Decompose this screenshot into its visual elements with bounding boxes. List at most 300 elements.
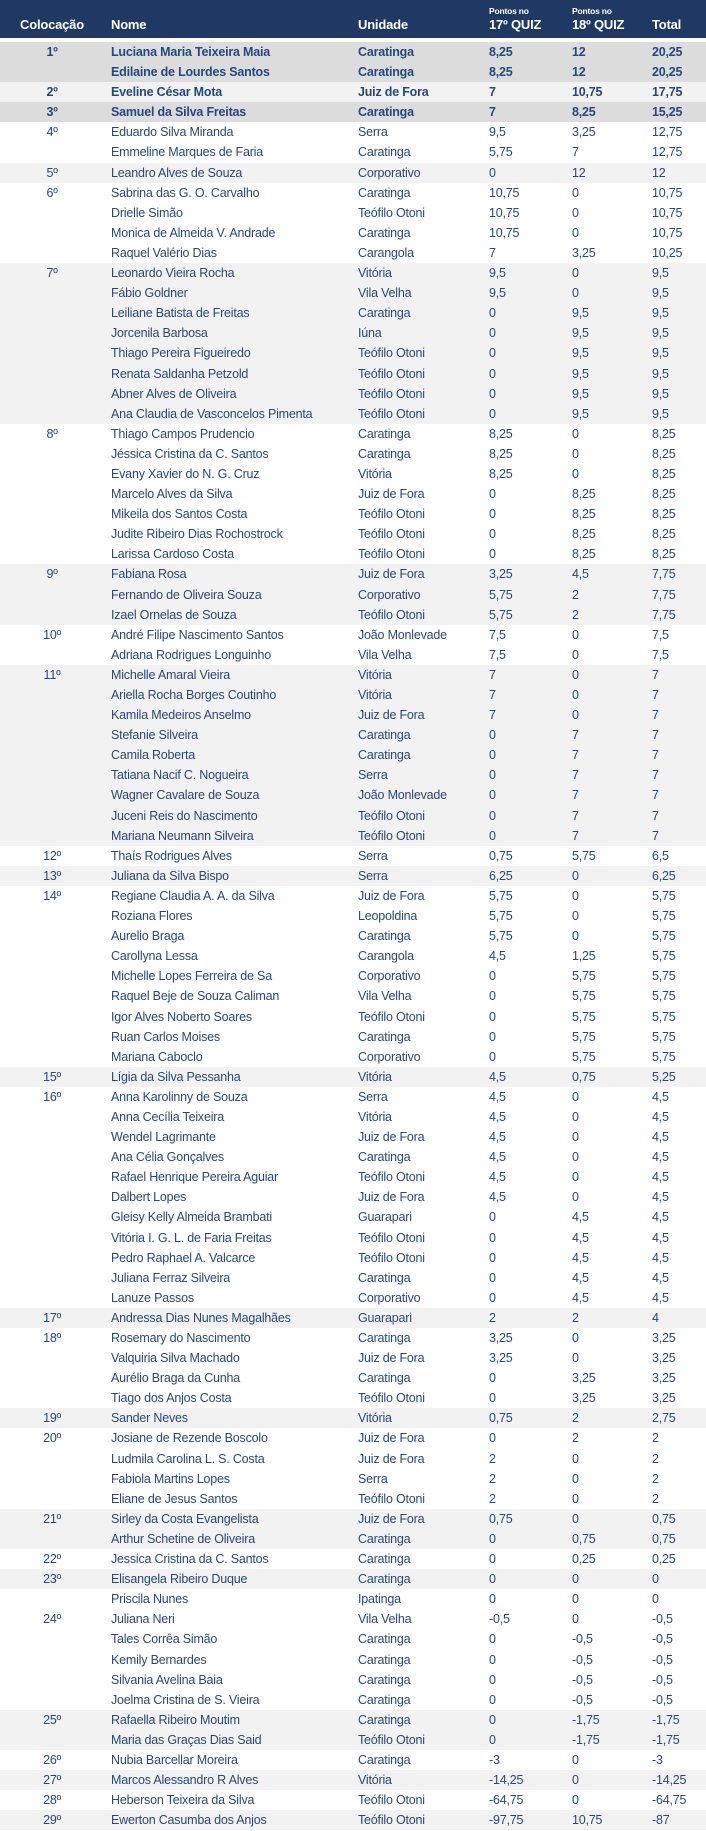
quiz17-points-cell: 0 [489,1250,496,1265]
placement-cell [0,142,104,162]
quiz18-points-cell: 7 [572,768,579,783]
quiz18-points-cell: 3,25 [572,1391,596,1406]
unit-cell: João Monlevade [358,627,447,642]
unit-cell: Caratinga [358,1029,411,1044]
unit-cell: Serra [358,1089,388,1104]
placement-cell [0,1489,104,1509]
name-cell: Anna Karolinny de Souza [111,1089,248,1104]
quiz17-points-cell: 5,75 [489,909,513,924]
quiz18-points-cell: 5,75 [572,969,596,984]
placement-cell [0,986,104,1006]
name-cell: Juliana Neri [111,1612,175,1627]
unit-cell: Caratinga [358,929,411,944]
unit-cell: Serra [358,868,388,883]
table-row [0,1288,706,1308]
placement-cell [0,303,104,323]
quiz17-points-cell: 8,25 [489,466,513,481]
unit-cell: Caratinga [358,748,411,763]
quiz17-points-cell: 0 [489,346,496,361]
unit-cell: Caratinga [358,1270,411,1285]
total-cell: 8,25 [652,466,676,481]
placement-cell: 17º [43,1310,61,1325]
quiz17-points-cell: 0,75 [489,1411,513,1426]
placement-cell [0,1589,104,1609]
name-cell: Eduardo Silva Miranda [111,125,234,140]
column-header-quiz18 [572,0,652,38]
placement-cell [0,283,104,303]
placement-cell [0,926,104,946]
name-cell: Mariana Caboclo [111,1049,203,1064]
total-cell: 7 [652,728,659,743]
quiz17-points-cell: 0 [489,1230,496,1245]
unit-cell: Caratinga [358,1552,411,1567]
quiz18-points-cell: 9,5 [572,386,589,401]
placement-cell: 10º [43,627,61,642]
quiz17-points-cell: 7 [489,245,496,260]
total-cell: 10,75 [652,185,683,200]
total-cell: 4,5 [652,1250,669,1265]
unit-cell: Serra [358,848,388,863]
unit-cell: Vitória [358,266,392,281]
unit-cell: Juiz de Fora [358,487,425,502]
quiz17-points-cell: 4,5 [489,1130,506,1145]
name-cell: Carollyna Lessa [111,949,198,964]
quiz17-points-cell: 0 [489,1692,496,1707]
quiz18-points-cell: 0 [572,1491,579,1506]
quiz18-points-cell: 7 [572,748,579,763]
quiz17-points-cell: 5,75 [489,145,513,160]
quiz18-points-cell: 0,25 [572,1552,596,1567]
total-cell: -0,5 [652,1692,673,1707]
total-cell: 4 [652,1310,659,1325]
table-row [0,544,706,564]
placement-cell [0,966,104,986]
placement-cell: 24º [43,1612,61,1627]
quiz17-points-cell: 4,5 [489,1069,506,1084]
quiz18-points-cell: 7 [572,808,579,823]
quiz17-points-cell: 0 [489,1712,496,1727]
table-row [0,906,706,926]
unit-cell: Juiz de Fora [358,888,425,903]
name-cell: Jorcenila Barbosa [111,326,208,341]
table-row [0,806,706,826]
table-row [0,886,706,906]
unit-cell: Vitória [358,1069,392,1084]
total-cell: 2 [652,1451,659,1466]
table-row [0,1248,706,1268]
name-cell: Ruan Carlos Moises [111,1029,220,1044]
placement-cell: 11º [43,667,61,682]
quiz18-points-cell: 12 [572,65,586,80]
unit-cell: Caratinga [358,1371,411,1386]
name-cell: Joelma Cristina de S. Vieira [111,1692,260,1707]
unit-cell: Juiz de Fora [358,1451,425,1466]
unit-cell: Juiz de Fora [358,1511,425,1526]
quiz18-points-cell: 9,5 [572,306,589,321]
quiz18-points-cell: -0,5 [572,1692,593,1707]
placement-cell [0,1348,104,1368]
total-cell: -0,5 [652,1652,673,1667]
placement-cell: 2º [46,85,58,100]
name-cell: Rafael Henrique Pereira Aguiar [111,1170,279,1185]
name-cell: Fabiana Rosa [111,567,187,582]
name-cell: Ana Claudia de Vasconcelos Pimenta [111,406,313,421]
placement-cell: 19º [43,1411,61,1426]
quiz17-points-cell: 0 [489,1431,496,1446]
unit-cell: Vila Velha [358,1612,412,1627]
table-row [0,1629,706,1649]
total-cell: 3,25 [652,1391,676,1406]
table-row [0,1469,706,1489]
table-row [0,1228,706,1248]
quiz17-points-cell: 0 [489,1391,496,1406]
quiz17-points-cell: 6,25 [489,868,513,883]
table-row [0,1790,706,1810]
quiz18-points-cell: 0,75 [572,1531,596,1546]
total-cell: 9,5 [652,366,669,381]
quiz18-points-cell: -0,5 [572,1672,593,1687]
placement-cell [0,1368,104,1388]
total-cell: -64,75 [652,1793,687,1808]
table-row [0,1589,706,1609]
total-cell: 7 [652,768,659,783]
quiz18-points-cell: 0 [572,1793,579,1808]
unit-cell: Guarapari [358,1210,412,1225]
column-header-unidade [358,0,489,38]
quiz18-points-cell: 8,25 [572,105,596,120]
placement-cell: 14º [43,888,61,903]
unit-cell: Caratinga [358,1672,411,1687]
table-row [0,866,706,886]
total-cell: 4,5 [652,1190,669,1205]
placement-cell [0,364,104,384]
placement-cell [0,203,104,223]
placement-cell [0,1228,104,1248]
table-row [0,826,706,846]
unit-cell: Caratinga [358,1752,411,1767]
name-cell: Nubia Barcellar Moreira [111,1752,238,1767]
total-cell: 8,25 [652,547,676,562]
quiz18-points-cell: 0 [572,868,579,883]
placement-cell [0,544,104,564]
unit-cell: Caratinga [358,1712,411,1727]
name-cell: Vitória I. G. L. de Faria Freitas [111,1230,272,1245]
name-cell: Ludmila Carolina L. S. Costa [111,1451,265,1466]
total-cell: 5,75 [652,888,676,903]
name-cell: Leiliane Batista de Freitas [111,306,250,321]
name-cell: Maria das Graças Dias Said [111,1732,262,1747]
placement-cell [0,765,104,785]
unit-cell: Carangola [358,245,414,260]
placement-cell [0,1207,104,1227]
total-cell: 10,75 [652,205,683,220]
total-cell: 9,5 [652,286,669,301]
placement-cell [0,223,104,243]
quiz18-points-cell: 2 [572,607,579,622]
column-header-quiz17 [489,0,572,38]
quiz17-points-cell: 4,5 [489,1089,506,1104]
placement-cell [0,1650,104,1670]
name-cell: Evany Xavier do N. G. Cruz [111,466,260,481]
name-cell: Jessica Cristina da C. Santos [111,1552,269,1567]
placement-cell [0,725,104,745]
quiz17-points-cell: 0 [489,527,496,542]
quiz18-points-cell: 0 [572,1089,579,1104]
placement-cell [0,1670,104,1690]
placement-cell [0,62,104,82]
name-cell: Renata Saldanha Petzold [111,366,249,381]
name-cell: Sirley da Costa Evangelista [111,1511,259,1526]
name-cell: Monica de Almeida V. Andrade [111,225,276,240]
table-row [0,384,706,404]
quiz17-points-cell: 0 [489,748,496,763]
column-header-quiz18-label: 18º QUIZ [572,17,625,32]
unit-cell: Teófilo Otoni [358,607,425,622]
total-cell: 9,5 [652,406,669,421]
unit-cell: Teófilo Otoni [358,507,425,522]
table-row [0,364,706,384]
table-row [0,263,706,283]
name-cell: Lígia da Silva Pessanha [111,1069,241,1084]
table-row [0,404,706,424]
quiz17-points-cell: 0 [489,1632,496,1647]
name-cell: Priscila Nunes [111,1592,189,1607]
quiz17-points-cell: 0,75 [489,1511,513,1526]
unit-cell: Guarapari [358,1310,412,1325]
unit-cell: Juiz de Fora [358,1190,425,1205]
name-cell: Rosemary do Nascimento [111,1331,251,1345]
total-cell: 12,75 [652,125,683,140]
table-row [0,424,706,444]
table-row [0,665,706,685]
placement-cell [0,645,104,665]
table-row [0,62,706,82]
name-cell: Raquel Beje de Souza Caliman [111,989,280,1004]
name-cell: Igor Alves Noberto Soares [111,1009,252,1024]
table-row [0,1187,706,1207]
table-row [0,1007,706,1027]
quiz17-points-cell: 0 [489,969,496,984]
name-cell: Stefanie Silveira [111,728,198,743]
quiz17-points-cell: 2 [489,1451,496,1466]
name-cell: Ewerton Casumba dos Anjos [111,1813,267,1828]
unit-cell: Teófilo Otoni [358,1491,425,1506]
unit-cell: Caratinga [358,1331,411,1345]
unit-cell: Teófilo Otoni [358,547,425,562]
placement-cell [0,484,104,504]
placement-cell [0,464,104,484]
unit-cell: Leopoldina [358,909,418,924]
total-cell: 2 [652,1471,659,1486]
quiz18-points-cell: 10,75 [572,1813,603,1828]
name-cell: Thaís Rodrigues Alves [111,848,232,863]
table-row [0,1529,706,1549]
quiz18-points-cell: 3,25 [572,1371,596,1386]
quiz17-points-cell: 7 [489,105,496,120]
placement-cell [0,1288,104,1308]
quiz17-points-cell: 0,75 [489,848,513,863]
quiz17-points-cell: 7 [489,708,496,723]
name-cell: Juliana da Silva Bispo [111,868,229,883]
placement-cell [0,1268,104,1288]
unit-cell: Caratinga [358,1150,411,1165]
table-row [0,1268,706,1288]
total-cell: 5,25 [652,1069,676,1084]
placement-cell: 22º [43,1552,61,1567]
unit-cell: Vila Velha [358,989,412,1004]
quiz17-points-cell: 9,5 [489,266,506,281]
name-cell: Ariella Rocha Borges Coutinho [111,688,277,702]
total-cell: 0,75 [652,1511,676,1526]
name-cell: Mariana Neumann Silveira [111,828,254,843]
table-row [0,223,706,243]
total-cell: 4,5 [652,1109,669,1124]
total-cell: 8,25 [652,487,676,502]
quiz18-points-cell: 8,25 [572,487,596,502]
quiz17-points-cell: 5,75 [489,929,513,944]
total-cell: 9,5 [652,346,669,361]
placement-cell [0,685,104,705]
unit-cell: Teófilo Otoni [358,1391,425,1406]
unit-cell: Teófilo Otoni [358,1732,425,1747]
total-cell: 0,25 [652,1552,676,1567]
quiz17-points-cell: 8,25 [489,446,513,461]
unit-cell: Caratinga [358,426,411,441]
table-row [0,1067,706,1087]
quiz17-points-cell: 0 [489,1652,496,1667]
quiz18-points-cell: 5,75 [572,989,596,1004]
table-row [0,765,706,785]
placement-cell: 28º [43,1793,61,1808]
placement-cell [0,343,104,363]
table-row [0,1428,706,1448]
name-cell: Kemily Bernardes [111,1652,207,1667]
unit-cell: Juiz de Fora [358,1130,425,1145]
placement-cell: 20º [43,1431,61,1446]
total-cell: 5,75 [652,1029,676,1044]
quiz17-points-cell: 5,75 [489,888,513,903]
quiz18-points-cell: 0 [572,446,579,461]
total-cell: 20,25 [652,45,683,59]
placement-cell: 9º [46,567,58,582]
placement-cell: 21º [43,1511,61,1526]
quiz17-points-cell: 9,5 [489,125,506,140]
name-cell: Silvania Avelina Baia [111,1672,223,1687]
quiz17-points-cell: 8,25 [489,426,513,441]
quiz18-points-cell: 7 [572,145,579,160]
placement-cell [0,384,104,404]
unit-cell: Caratinga [358,1632,411,1647]
total-cell: 4,5 [652,1150,669,1165]
quiz17-points-cell: -3 [489,1752,500,1767]
table-row [0,303,706,323]
name-cell: Thiago Pereira Figueiredo [111,346,251,361]
total-cell: 5,75 [652,1009,676,1024]
quiz17-points-cell: 7,5 [489,647,506,662]
table-row [0,323,706,343]
placement-cell [0,1730,104,1750]
quiz18-points-cell: 8,25 [572,547,596,562]
placement-cell [0,1529,104,1549]
table-row [0,1710,706,1730]
total-cell: 9,5 [652,266,669,281]
total-cell: 4,5 [652,1290,669,1305]
unit-cell: Iúna [358,326,382,341]
unit-cell: Teófilo Otoni [358,406,425,421]
quiz17-points-cell: 0 [489,728,496,743]
placement-cell: 16º [43,1089,61,1104]
name-cell: Ana Célia Gonçalves [111,1150,224,1165]
name-cell: Marcos Alessandro R Alves [111,1773,259,1788]
quiz18-points-cell: 0 [572,1471,579,1486]
total-cell: 8,25 [652,507,676,522]
unit-cell: Teófilo Otoni [358,1813,425,1828]
unit-cell: Teófilo Otoni [358,1250,425,1265]
name-cell: Adriana Rodrigues Longuinho [111,647,271,662]
quiz17-points-cell: -0,5 [489,1612,510,1627]
placement-cell: 15º [43,1069,61,1084]
quiz17-points-cell: 0 [489,547,496,562]
unit-cell: Teófilo Otoni [358,205,425,220]
total-cell: -1,75 [652,1712,680,1727]
quiz18-points-cell: 4,5 [572,1210,589,1225]
name-cell: André Filipe Nascimento Santos [111,627,284,642]
placement-cell [0,1027,104,1047]
quiz18-points-cell: 2 [572,1411,579,1426]
quiz18-points-cell: 0 [572,667,579,682]
total-cell: 5,75 [652,909,676,924]
total-cell: 4,5 [652,1130,669,1145]
table-row [0,1388,706,1408]
name-cell: Jéssica Cristina da C. Santos [111,446,269,461]
quiz18-points-cell: 9,5 [572,326,589,341]
quiz18-points-cell: 0 [572,466,579,481]
name-cell: Gleisy Kelly Almeida Brambati [111,1210,272,1225]
table-row [0,524,706,544]
total-cell: 5,75 [652,949,676,964]
table-row [0,1609,706,1629]
placement-cell [0,243,104,263]
quiz18-points-cell: 5,75 [572,1049,596,1064]
placement-cell [0,524,104,544]
placement-cell [0,605,104,625]
quiz17-points-cell: 0 [489,1270,496,1285]
quiz17-points-cell: 0 [489,507,496,522]
quiz18-points-cell: 0 [572,1130,579,1145]
total-cell: 12,75 [652,145,683,160]
table-row [0,946,706,966]
table-row [0,625,706,645]
quiz18-points-cell: 4,5 [572,1270,589,1285]
quiz18-points-cell: 0 [572,1109,579,1124]
placement-cell [0,946,104,966]
placement-cell: 27º [43,1773,61,1788]
table-row [0,102,706,122]
table-row [0,785,706,805]
table-row [0,464,706,484]
name-cell: Pedro Raphael A. Valcarce [111,1250,256,1265]
placement-cell: 18º [43,1331,61,1345]
quiz18-points-cell: 0 [572,266,579,281]
placement-cell [0,1629,104,1649]
total-cell: 7,75 [652,607,676,622]
quiz18-points-cell: 0 [572,1170,579,1185]
total-cell: 5,75 [652,1049,676,1064]
quiz17-points-cell: 0 [489,1371,496,1386]
unit-cell: Caratinga [358,446,411,461]
quiz17-points-cell: 0 [489,989,496,1004]
total-cell: 7,5 [652,647,669,662]
